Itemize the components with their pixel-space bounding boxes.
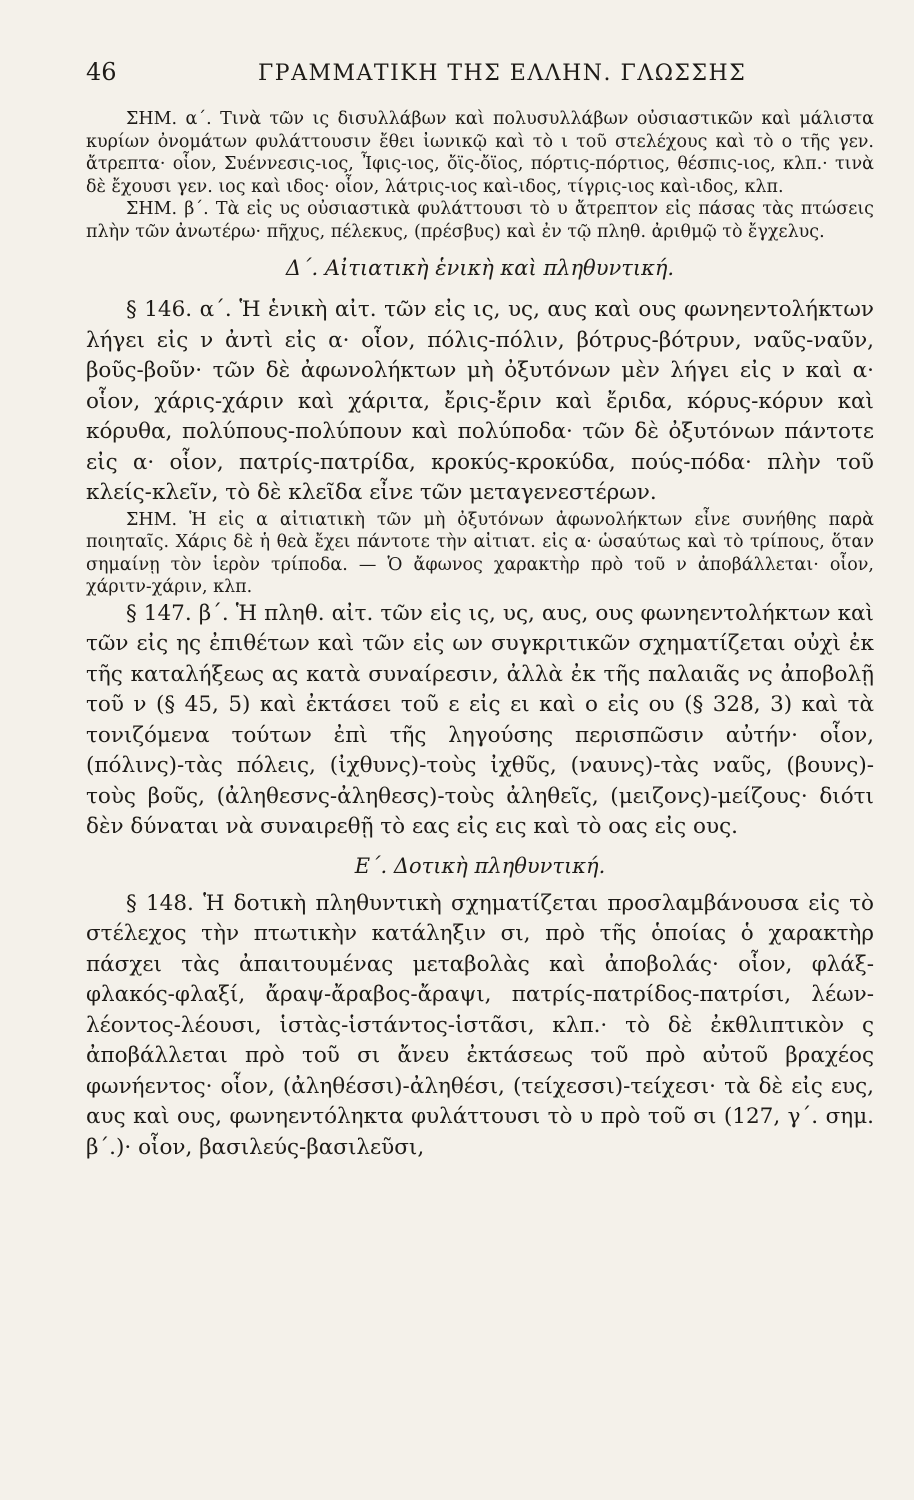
page-header: [86, 58, 874, 86]
note-beta: ΣΗΜ. β΄. Τὰ εἰς υς οὐσιαστικὰ φυλάττουσι τὸ υ ἄτρεπτον εἰς πάσας τὰς πτώσεις πλὴν τῶν ἀνωτέρω· πῆχυς, πέλεκυς, (πρέσβυς) καὶ ἐν τῷ πληθ. ἀριθμῷ τὸ ἔγχελυς.: [86, 199, 874, 242]
page-number: 46: [86, 58, 117, 86]
paragraph-148: § 148. Ἡ δοτικὴ πληθυντικὴ σχηματίζεται προσλαμβάνουσα εἰς τὸ στέλεχος τὴν πτωτικὴν κατάληξιν σι, πρὸ τῆς ὁποίας ὁ χαρακτὴρ πάσχει τὰς ἀπαιτουμένας μεταβολὰς καὶ ἀποβολάς· οἷον, φλάξ-φλακός-φλαξί, ἄραψ-ἄραβος-ἄραψι, πατρίς-πατρίδος-πατρίσι, λέων-λέοντος-λέουσι, ἱστὰς-ἱστάντος-ἱστᾶσι, κλπ.· τὸ δὲ ἐκθλιπτικὸν ς ἀποβάλλεται πρὸ τοῦ σι ἄνευ ἐκτάσεως τοῦ πρὸ αὐτοῦ βραχέος φωνήεντος· οἷον, (ἀληθέσσι)-ἀληθέσι, (τείχεσσι)-τείχεσι· τὰ δὲ εἰς ευς, αυς καὶ ους, φωνηεντόληκτα φυλάττουσι τὸ υ πρὸ τοῦ σι (127, γ΄. σημ. β΄.)· οἷον, βασιλεύς-βασιλεῦσι,: [86, 890, 874, 1160]
section-heading-accusative: Δ΄. Αἰτιατικὴ ἑνικὴ καὶ πληθυντική.: [285, 256, 675, 280]
paragraph-146: § 146. α΄. Ἡ ἑνικὴ αἰτ. τῶν εἰς ις, υς, αυς καὶ ους φωνηεντολήκτων λήγει εἰς ν ἀντὶ εἰς α· οἷον, πόλις-πόλιν, βότρυς-βότρυν, ναῦς-ναῦν, βοῦς-βοῦν· τῶν δὲ ἀφωνολήκτων μὴ ὀξυτόνων μὲν λήγει εἰς ν καὶ α· οἷον, χάρις-χάριν καὶ χάριτα, ἔρις-ἔριν καὶ ἔριδα, κόρυς-κόρυν καὶ κόρυθα, πολύπους-πολύπουν καὶ πολύποδα· τῶν δὲ ὀξυτόνων πάντοτε εἰς α· οἷον, πατρίς-πατρίδα, κροκύς-κροκύδα, πούς-πόδα· πλὴν τοῦ κλείς-κλεῖν, τὸ δὲ κλεῖδα εἶνε τῶν μεταγενεστέρων.: [86, 297, 874, 505]
running-title: ΓΡΑΜΜΑΤΙΚΗ ΤΗΣ ΕΛΛΗΝ. ΓΛΩΣΣΗΣ: [258, 61, 747, 86]
section-heading-dative: Ε΄. Δοτικὴ πληθυντική.: [354, 853, 606, 878]
note-alpha: ΣΗΜ. α΄. Τινὰ τῶν ις δισυλλάβων καὶ πολυσυλλάβων οὐσιαστικῶν καὶ μάλιστα κυρίων ὀνομάτων φυλάττουσιν ἔθει ἰωνικῷ καὶ τὸ ι τοῦ στελέχους καὶ τὸ ο τῆς γεν. ἄτρεπτα· οἷον, Συέννεσις-ιος, Ἶφις-ιος, ὄϊς-ὄϊος, πόρτις-πόρτιος, θέσπις-ιος, κλπ.· τινὰ δὲ ἔχουσι γεν. ιος καὶ ιδος· οἷον, λάτρις-ιος καὶ-ιδος, τίγρις-ιος καὶ-ιδος, κλπ.: [86, 109, 874, 197]
note-146: ΣΗΜ. Ἡ εἰς α αἰτιατικὴ τῶν μὴ ὀξυτόνων ἀφωνολήκτων εἶνε συνήθης παρὰ ποιηταῖς. Χάρις δὲ ἡ θεὰ ἔχει πάντοτε τὴν αἰτιατ. εἰς α· ὡσαύτως καὶ τὸ τρίπους, ὅταν σημαίνῃ τὸν ἱερὸν τρίποδα. — Ὁ ἄφωνος χαρακτὴρ πρὸ τοῦ ν ἀποβάλλεται· οἷον, χάριτν-χάριν, κλπ.: [86, 509, 874, 597]
paragraph-147: § 147. β΄. Ἡ πληθ. αἰτ. τῶν εἰς ις, υς, αυς, ους φωνηεντολήκτων καὶ τῶν εἰς ης ἐπιθέτων καὶ τῶν εἰς ων συγκριτικῶν σχηματίζεται οὐχὶ ἐκ τῆς καταλήξεως ας κατὰ συναίρεσιν, ἀλλὰ ἐκ τῆς παλαιᾶς νς ἀποβολῇ τοῦ ν (§ 45, 5) καὶ ἐκτάσει τοῦ ε εἰς ει καὶ ο εἰς ου (§ 328, 3) καὶ τὰ τονιζόμενα τούτων ἐπὶ τῆς ληγούσης περισπῶσιν αὐτήν· οἷον, (πόλινς)-τὰς πόλεις, (ἰχθυνς)-τοὺς ἰχθῦς, (ναυνς)-τὰς ναῦς, (βουνς)-τοὺς βοῦς, (ἀληθεσνς-ἀληθεσς)-τοὺς ἀληθεῖς, (μειζονς)-μείζους· διότι δὲν δύναται νὰ συναιρεθῇ τὸ εας εἰς εις καὶ τὸ οας εἰς ους.: [86, 600, 874, 839]
